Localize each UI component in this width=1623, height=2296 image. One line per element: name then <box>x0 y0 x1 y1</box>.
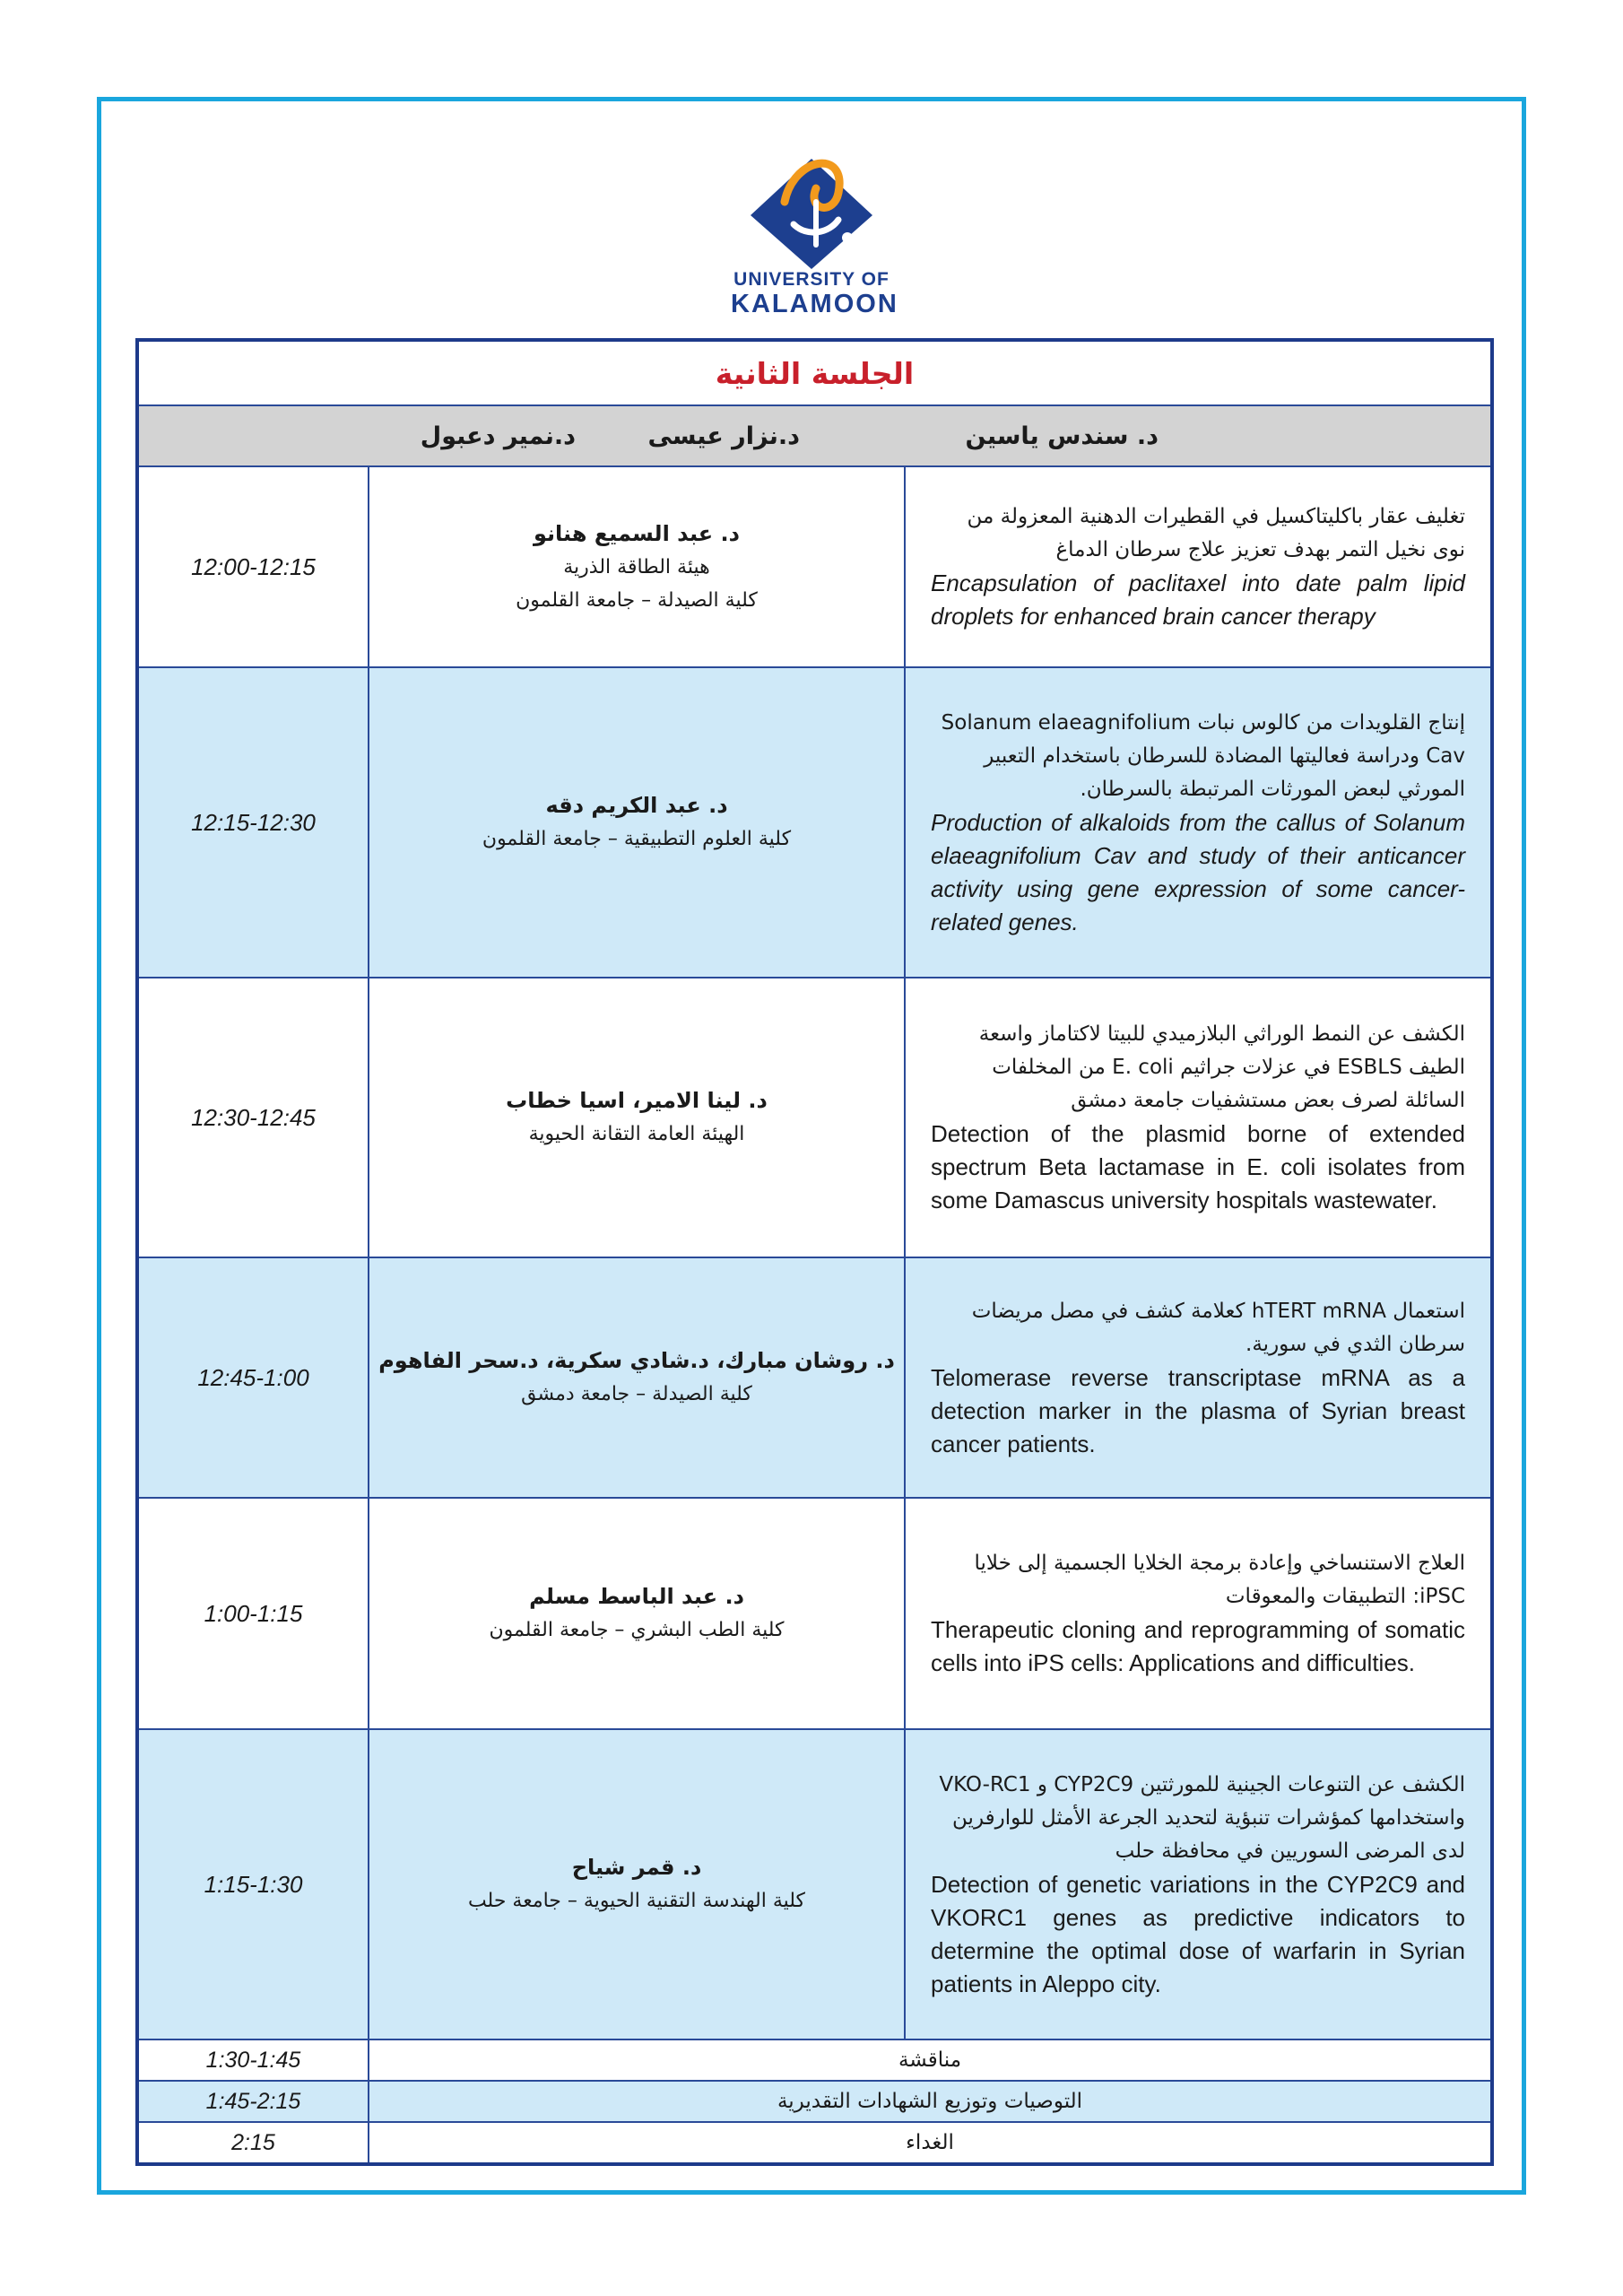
topic-title-english: Detection of the plasmid borne of extended spectrum Beta lactamase in E. coli isolates from some Damascus university hospitals wastewater. <box>931 1120 1466 1213</box>
talk-time: 12:00-12:15 <box>137 466 369 667</box>
talk-row <box>137 466 1492 667</box>
session-chairs-row <box>137 405 1492 466</box>
session-program-table <box>135 338 1494 2166</box>
talk-row <box>137 978 1492 1257</box>
speaker-name: د. قمر شياح <box>571 1855 702 1880</box>
topic-title-arabic: تغليف عقار باكليتاكسيل في القطيرات الدهنية المعزولة من نوى نخيل التمر بهدف تعزيز علاج سرطان الدماغ <box>967 505 1466 561</box>
speaker-affiliation: كلية الطب البشري – جامعة القلمون <box>489 1619 785 1641</box>
talk-topic <box>905 466 1492 667</box>
talk-time: 12:15-12:30 <box>137 667 369 978</box>
topic-title-arabic: العلاج الاستنساخي وإعادة برمجة الخلايا الجسمية إلى خلايا iPSC: التطبيقات والمعوقات <box>974 1552 1466 1608</box>
topic-title-arabic: استعمال hTERT mRNA كعلامة كشف في مصل مريضات سرطان الثدي في سورية. <box>971 1299 1466 1356</box>
talk-speaker <box>369 667 905 978</box>
talk-time: 1:15-1:30 <box>137 1729 369 2039</box>
talk-topic <box>905 667 1492 978</box>
closing-time: 1:30-1:45 <box>137 2039 369 2081</box>
closing-time: 2:15 <box>137 2122 369 2164</box>
closing-activity: التوصيات وتوزيع الشهادات التقديرية <box>369 2081 1492 2122</box>
talk-topic <box>905 978 1492 1257</box>
talk-time: 12:45-1:00 <box>137 1257 369 1498</box>
chair-name: د. سندس ياسين <box>965 422 1159 450</box>
topic-title-arabic: الكشف عن التنوعات الجينية للمورثتين CYP2C9 و VKO-RC1 واستخدامها كمؤشرات تنبؤية لتحديد الجرعة الأمثل للوارفرين لدى المرضى السوريين في محافظة حلب <box>939 1772 1466 1863</box>
talk-topic <box>905 1729 1492 2039</box>
topic-title-english: Encapsulation of paclitaxel into date palm lipid droplets for enhanced brain cancer therapy <box>931 570 1466 630</box>
closing-row <box>137 2039 1492 2081</box>
talk-row <box>137 667 1492 978</box>
speaker-affiliation: كلية العلوم التطبيقية – جامعة القلمون <box>482 828 792 850</box>
chair-name: د.نمير دعبول <box>420 422 577 450</box>
speaker-name: د. عبد السميع هنانو <box>533 520 740 546</box>
talk-row <box>137 1257 1492 1498</box>
closing-row <box>137 2122 1492 2164</box>
talk-row <box>137 1498 1492 1729</box>
session-title: الجلسة الثانية <box>137 340 1492 405</box>
speaker-affiliation: هيئة الطاقة الذرية <box>563 555 710 578</box>
talk-speaker <box>369 466 905 667</box>
speaker-name: د. عبد الكريم دقه <box>545 793 728 818</box>
talk-speaker <box>369 1729 905 2039</box>
speaker-affiliation: كلية الهندسة التقنية الحيوية – جامعة حلب <box>467 1890 806 1912</box>
talk-row <box>137 1729 1492 2039</box>
speaker-affiliation: كلية الصيدلة – جامعة دمشق <box>521 1383 752 1405</box>
talk-topic <box>905 1257 1492 1498</box>
talk-time: 12:30-12:45 <box>137 978 369 1257</box>
talk-speaker <box>369 1498 905 1729</box>
logo-emblem-icon <box>731 139 892 269</box>
university-logo <box>731 139 898 318</box>
talk-topic <box>905 1498 1492 1729</box>
speaker-name: د. عبد الباسط مسلم <box>529 1584 744 1609</box>
topic-title-english: Production of alkaloids from the callus of Solanum elaeagnifolium Cav and study of their anticancer activity using gene expression of some cancer-related genes. <box>931 808 1466 935</box>
logo-text-line2: KALAMOON <box>731 290 898 318</box>
chair-name: د.نزار عيسى <box>647 422 801 450</box>
topic-title-english: Telomerase reverse transcriptase mRNA as a detection marker in the plasma of Syrian breast cancer patients. <box>931 1363 1466 1457</box>
topic-title-english: Therapeutic cloning and reprogramming of somatic cells into iPS cells: Applications and difficulties. <box>931 1616 1466 1676</box>
topic-title-english: Detection of genetic variations in the CYP2C9 and VKORC1 genes as predictive indicators to determine the optimal dose of warfarin in Syrian patients in Aleppo city. <box>931 1870 1466 1997</box>
speaker-affiliation: الهيئة العامة التقانة الحيوية <box>528 1123 745 1145</box>
speaker-affiliation: كلية الصيدلة – جامعة القلمون <box>516 588 758 612</box>
logo-text-line1: UNIVERSITY OF <box>733 269 890 290</box>
closing-activity: الغداء <box>369 2122 1492 2164</box>
speaker-name: د. روشان مبارك، د.شادي سكرية، د.سحر الفاهوم <box>378 1348 895 1373</box>
topic-title-arabic: الكشف عن النمط الوراثي البلازميدي للبيتا لاكتاماز واسعة الطيف ESBLS في عزلات جراثيم E. coli من المخلفات السائلة لصرف بعض مستشفيات جامعة دمشق <box>978 1022 1466 1112</box>
talk-speaker <box>369 1257 905 1498</box>
closing-activity: مناقشة <box>369 2039 1492 2081</box>
speaker-name: د. لينا الامير، اسيا خطاب <box>506 1088 768 1113</box>
closing-time: 1:45-2:15 <box>137 2081 369 2122</box>
talk-time: 1:00-1:15 <box>137 1498 369 1729</box>
topic-title-arabic: إنتاج القلويدات من كالوس نبات Solanum elaeagnifolium Cav ودراسة فعاليتها المضادة للسرطان باستخدام التعبير المورثي لبعض المورثات المرتبطة بالسرطان. <box>941 710 1466 801</box>
closing-row <box>137 2081 1492 2122</box>
talk-speaker <box>369 978 905 1257</box>
